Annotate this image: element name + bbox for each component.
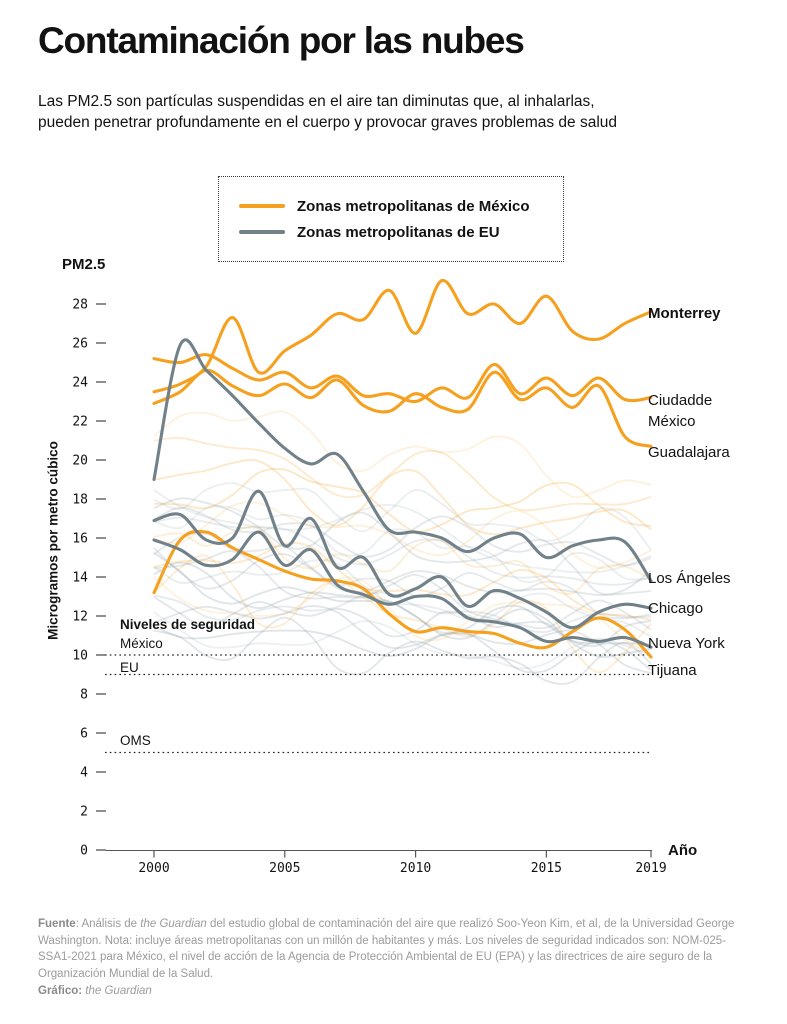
series-label-chicago: Chicago — [648, 600, 704, 617]
background-line — [154, 483, 651, 550]
footer-line: Gráfico: the Guardian — [38, 984, 152, 997]
y-tick-label: 16 — [72, 531, 88, 547]
background-line — [154, 506, 651, 582]
series-line-tijuana — [154, 531, 651, 657]
y-tick-label: 26 — [72, 336, 88, 352]
legend-label-mexico: Zonas metropolitanas de México — [297, 197, 530, 215]
background-line — [154, 626, 651, 672]
legend-item-eu — [239, 224, 563, 241]
series-line-monterrey — [154, 280, 651, 391]
x-tick-label: 2005 — [269, 861, 301, 876]
background-line — [154, 553, 651, 657]
threshold-lines — [105, 655, 652, 753]
series-label-guadalajara: Guadalajara — [648, 444, 730, 461]
y-tick-label: 6 — [80, 726, 88, 742]
legend-swatch-eu-icon — [239, 230, 285, 234]
background-line — [154, 411, 651, 497]
y-tick-label: 8 — [80, 687, 88, 703]
y-tick-label: 0 — [80, 843, 88, 859]
y-axis-unit-label: PM2.5 — [62, 256, 106, 273]
subtitle: Las PM2.5 son partículas suspendidas en el aire tan diminutas que, al inhalarlas, pueden penetrar profundamente en el cuerpo y provocar graves problemas de salud — [38, 93, 618, 131]
background-line — [154, 490, 651, 572]
background-line — [154, 438, 651, 510]
y-tick-label: 14 — [72, 570, 88, 586]
background-line — [154, 543, 651, 620]
legend-label-eu: Zonas metropolitanas de EU — [297, 223, 500, 241]
legend-swatch-mexico-icon — [239, 204, 285, 208]
footer-line: Fuente: Análisis de the Guardian del estudio global de contaminación del aire que realizó Soo-Yeon Kim, et al, de la Universidad George Washington. Nota: incluye áreas metropolitanas con un millón de habitantes y más. Los niveles de seguridad indicados son: NOM-025-SSA1-2021 para México, el nivel de acción de la Agencia de Protección Ambiental de EU (EPA) y las directrices de aire seguro de la Organización Mundial de la Salud. — [38, 918, 735, 981]
series-line-chicago — [154, 491, 651, 628]
series-line-ciudad-de-m-xico — [154, 355, 651, 402]
threshold-label-mexico: México — [120, 636, 163, 651]
background-line — [154, 563, 651, 645]
series-lines — [154, 280, 651, 657]
background-lines — [154, 411, 651, 683]
background-line — [154, 518, 651, 585]
background-line — [154, 577, 651, 654]
y-tick-label: 12 — [72, 609, 88, 625]
x-tick-label: 2000 — [138, 861, 170, 876]
y-tick-label: 10 — [72, 648, 88, 664]
background-line — [154, 555, 651, 672]
threshold-label-eu: EU — [120, 660, 139, 675]
series-label-los-ngeles: Los Ángeles — [648, 570, 731, 587]
threshold-heading: Niveles de seguridad — [120, 617, 256, 632]
y-tick-label: 18 — [72, 492, 88, 508]
legend — [218, 176, 564, 262]
y-tick-label: 22 — [72, 414, 88, 430]
y-tick-label: 20 — [72, 453, 88, 469]
series-label-nueva-york: Nueva York — [648, 635, 725, 652]
y-axis-title: Microgramos por metro cúbico — [45, 441, 61, 640]
background-line — [154, 498, 651, 594]
background-line — [154, 508, 651, 566]
y-tick-label: 24 — [72, 375, 88, 391]
background-line — [154, 533, 651, 618]
background-line — [154, 460, 651, 534]
footer-source-note — [38, 916, 756, 999]
y-tick-label: 2 — [80, 804, 88, 820]
background-line — [154, 548, 651, 595]
threshold-label-oms: OMS — [120, 733, 151, 748]
series-label-monterrey: Monterrey — [648, 305, 721, 322]
y-tick-label: 4 — [80, 765, 88, 781]
series-line-los-ngeles — [154, 340, 651, 581]
series-label-tijuana: Tijuana — [648, 662, 697, 679]
axes — [72, 298, 666, 877]
y-tick-label: 28 — [72, 297, 88, 313]
background-line — [154, 502, 651, 568]
x-axis-title: Año — [668, 842, 698, 859]
x-tick-label: 2015 — [530, 861, 563, 876]
legend-item-mexico — [239, 198, 563, 215]
page-title: Contaminación por las nubes — [38, 20, 524, 61]
series-line-guadalajara — [154, 370, 651, 446]
series-label-ciudad-de-m-xico: Ciudadde México — [648, 392, 713, 430]
x-tick-label: 2019 — [635, 861, 667, 876]
background-line — [154, 469, 651, 532]
x-tick-label: 2010 — [399, 861, 432, 876]
background-line — [154, 527, 651, 594]
